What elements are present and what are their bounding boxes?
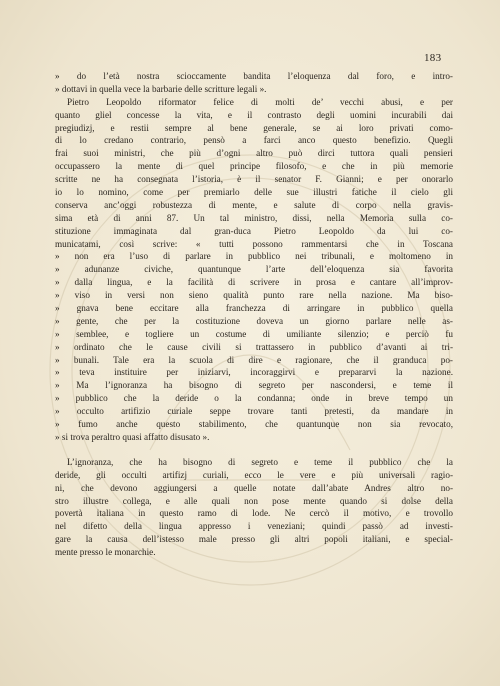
text-line: municatami, così scrive: « tutti possono rammentarsi che in Toscana [55,238,453,249]
text-line: » gnava bene eccitare alla franchezza di arringare in pubblico quella [55,303,453,314]
text-line: conserva anc’oggi robustezza di mente, e salute di corpo nella gravis- [55,199,453,210]
text-line: » viso in versi non sieno qualità punto rare nella nazione. Ma biso- [55,290,453,301]
text-line: ni, che devono aggiungersi a quelle notate dall’abate Andres altro no- [55,482,453,493]
page-number: 183 [424,52,442,64]
text-line: » pubblico che la deride o la condanna; onde in breve tempo un [55,393,453,404]
text-line: » adunanze civiche, quantunque l’arte dell’eloquenza sia favorita [55,264,453,275]
text-line: quanto gliel concesse la vita, e il contrasto degli uomini incurabili dai [55,109,453,120]
paragraph-gap [55,444,453,456]
text-line: » dottavi in quella vece la barbarie delle scritture legali ». [55,83,267,94]
text-line: stro illustre collega, e alle quali non pose mente quando si dolse della [55,495,453,506]
text-line: » occulto artifizio curiale seppe trovare tanti pretesti, da mandare in [55,406,453,417]
body-text [55,70,453,559]
text-line: » do l’età nostra scioccamente bandita l’eloquenza dal foro, e intro- [55,71,453,81]
text-line: pregiudizj, e restii sempre al bene generale, se ai loro privati como- [55,122,453,133]
text-line: » si trova peraltro quasi affatto disusato ». [55,431,210,442]
text-line: povertà italiana in questo ramo di lode. Ne cercò il motivo, e trovollo [55,508,453,519]
text-line: » Ma l’ignoranza ha bisogno di segreto per nascondersi, e teme il [55,380,453,391]
text-line: deride, gli occulti artifizj curiali, ecco le vere e più universali ragio- [55,469,453,480]
text-line: mente presso le monarchie. [55,547,156,558]
text-line: » non era l’uso di parlare in pubblico nei tribunali, e moltomeno in [55,251,453,262]
text-line: » ordinato che le cause civili si trattassero in pubblico d’avanti ai tri- [55,341,453,352]
text-line: scritte ne ha consegnata l’istoria, è il senator F. Gianni; e per onorarlo [55,174,453,185]
text-line: » fumo anche questo stabilimento, che quantunque non sia revocato, [55,419,453,430]
text-line: stituzione immaginata dal gran-duca Pietro Leopoldo da lui co- [55,225,453,236]
text-line: io lo nomino, come per premiarlo delle sue illustri fatiche il cielo gli [55,187,453,198]
text-line: sima età di anni 87. Un tal ministro, dissi, nella Memoria sulla co- [55,212,453,223]
text-line: di lo credano contrario, pensò a farci anco questo benefizio. Quegli [55,135,453,146]
text-line: nel difetto della lingua appresso i veneziani; quindi passò ad investi- [55,521,453,532]
text-line: frai suoi ministri, che più d’ogni altro può dirci tuttora quali pensieri [55,148,453,159]
text-line: Pietro Leopoldo riformator felice di molti de’ vecchi abusi, e per [67,96,453,107]
text-line: gare la causa dell’istesso male presso gli altri popoli italiani, e special- [55,534,453,545]
text-line: » semblee, e togliere un costume di umiliante silenzio; e perciò fu [55,328,453,339]
text-line: occupassero la mente di quel principe filosofo, e che in più memorie [55,161,453,172]
text-line: » dalla lingua, e la facilità di scrivere in prosa e cantare all’improv- [55,277,453,288]
text-line: L’ignoranza, che ha bisogno di segreto e teme il pubblico che la [67,456,453,467]
text-line: » teva instituire per iniziarvi, incoraggirvi e prepararvi la nazione. [55,367,453,378]
text-line: » bunali. Tale era la scuola di dire e ragionare, che il granduca po- [55,354,453,365]
text-line: » gente, che per la costituzione doveva un giorno parlare nelle as- [55,315,453,326]
